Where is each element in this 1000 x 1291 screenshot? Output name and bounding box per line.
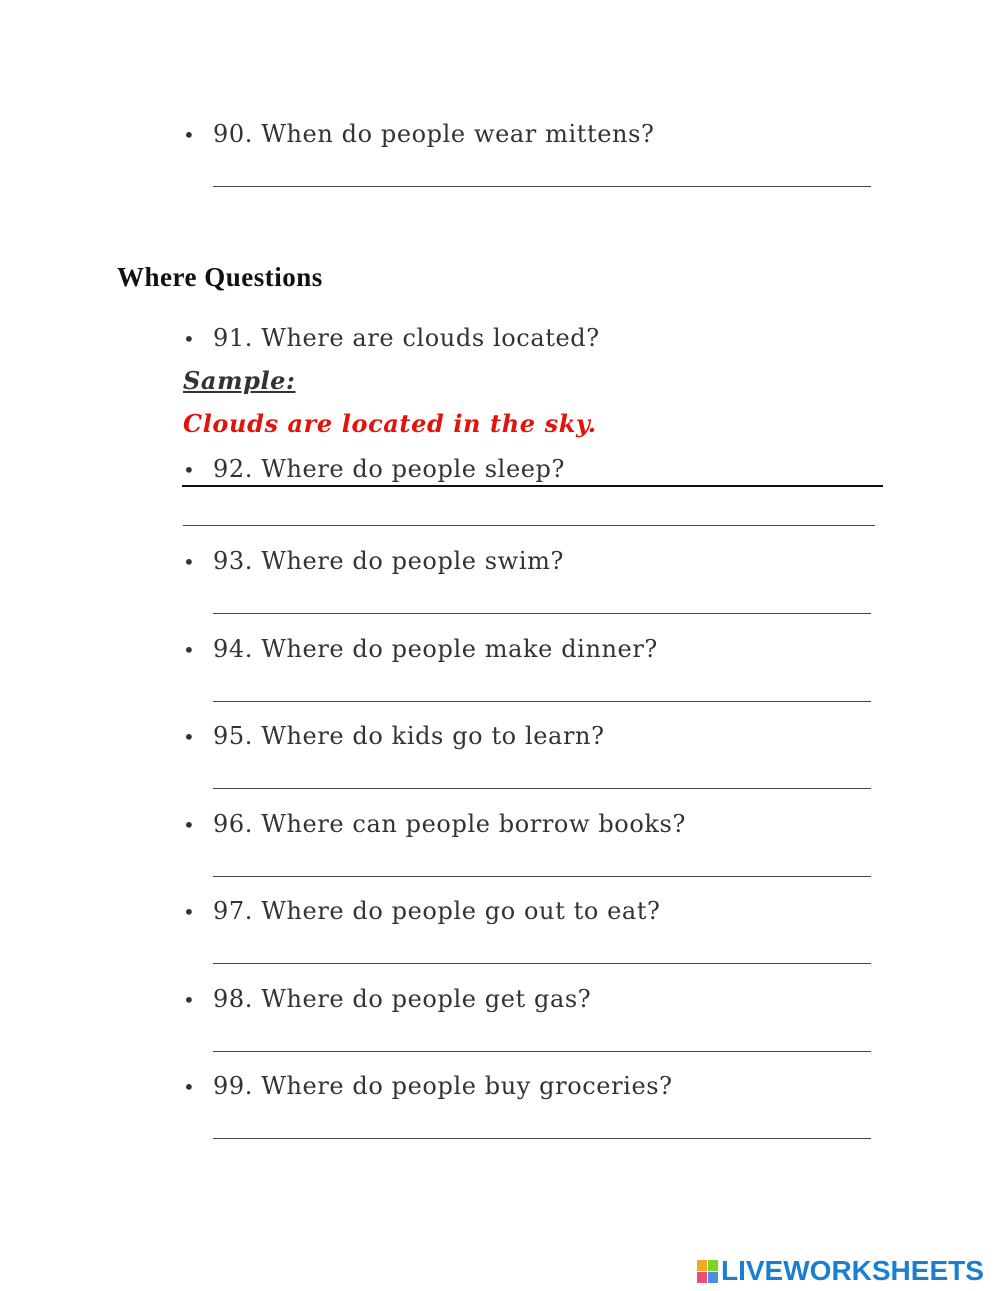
bullet: •: [183, 900, 196, 924]
bullet: •: [183, 813, 196, 837]
liveworksheets-logo: [697, 1253, 984, 1289]
question-99: [183, 1070, 673, 1102]
answer-line[interactable]: [213, 186, 871, 187]
question-92: [183, 453, 565, 485]
question-text: 97. Where do people go out to eat?: [213, 897, 661, 925]
question-96: [183, 808, 686, 840]
question-text: 91. Where are clouds located?: [213, 324, 600, 352]
question-text: 98. Where do people get gas?: [213, 985, 592, 1013]
answer-line[interactable]: [183, 525, 875, 526]
answer-line[interactable]: [213, 613, 871, 614]
answer-line[interactable]: [213, 963, 871, 964]
answer-line[interactable]: [213, 788, 871, 789]
question-97: [183, 895, 661, 927]
bullet: •: [183, 638, 196, 662]
question-text: 96. Where can people borrow books?: [213, 810, 686, 838]
bullet: •: [183, 988, 196, 1012]
bullet: •: [183, 123, 196, 147]
logo-mark-icon: [697, 1260, 718, 1283]
sample-answer: Clouds are located in the sky.: [183, 409, 597, 438]
question-text: 92. Where do people sleep?: [213, 455, 565, 483]
question-90: [183, 118, 654, 150]
question-text: 93. Where do people swim?: [213, 547, 564, 575]
bullet: •: [183, 458, 196, 482]
sample-label: Sample:: [183, 366, 296, 395]
section-heading: Where Questions: [117, 262, 323, 292]
logo-text: LIVEWORKSHEETS: [721, 1255, 984, 1286]
bullet: •: [183, 327, 196, 351]
question-91: [183, 322, 600, 354]
answer-line[interactable]: [213, 1138, 871, 1139]
bullet: •: [183, 1075, 196, 1099]
answer-line[interactable]: [213, 876, 871, 877]
question-94: [183, 633, 658, 665]
answer-input-line[interactable]: [182, 485, 883, 487]
bullet: •: [183, 725, 196, 749]
question-93: [183, 545, 564, 577]
question-text: 95. Where do kids go to learn?: [213, 722, 605, 750]
question-text: 99. Where do people buy groceries?: [213, 1072, 673, 1100]
question-text: 90. When do people wear mittens?: [213, 120, 655, 148]
answer-line[interactable]: [213, 1051, 871, 1052]
answer-line[interactable]: [213, 701, 871, 702]
question-98: [183, 983, 591, 1015]
question-95: [183, 720, 605, 752]
bullet: •: [183, 550, 196, 574]
question-text: 94. Where do people make dinner?: [213, 635, 658, 663]
